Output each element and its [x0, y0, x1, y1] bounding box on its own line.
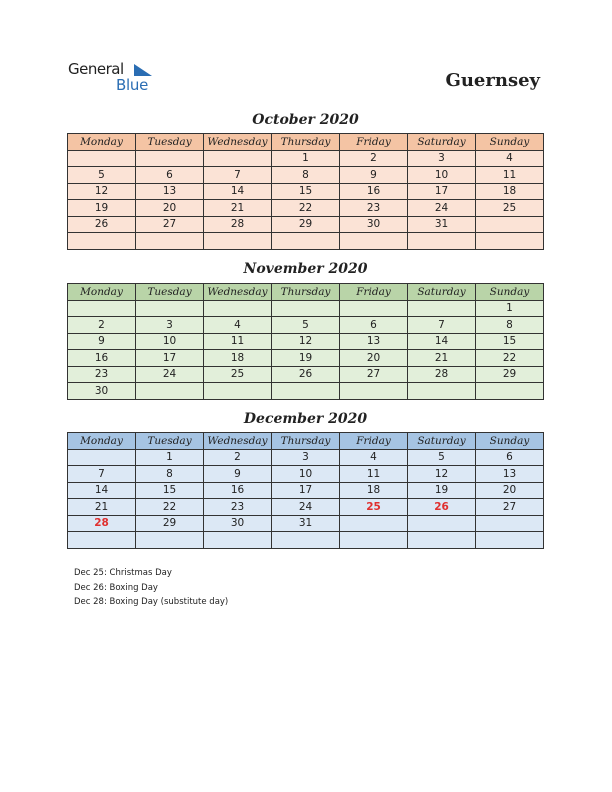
day-cell: 27 [476, 499, 544, 516]
day-cell: 3 [408, 150, 476, 167]
day-cell: 29 [476, 366, 544, 383]
day-cell: 14 [204, 183, 272, 200]
week-row [68, 167, 544, 184]
empty-day-cell [272, 233, 340, 250]
week-row [68, 383, 544, 400]
day-cell: 16 [204, 482, 272, 499]
weekday-header-thursday: Thursday [272, 433, 340, 450]
day-cell: 6 [476, 449, 544, 466]
day-cell: 12 [272, 333, 340, 350]
day-cell: 30 [204, 515, 272, 532]
day-cell: 25 [204, 366, 272, 383]
weekday-header-sunday: Sunday [476, 134, 544, 151]
day-cell: 6 [136, 167, 204, 184]
day-cell: 8 [136, 466, 204, 483]
day-cell: 31 [408, 216, 476, 233]
day-cell: 8 [476, 317, 544, 334]
day-cell: 29 [272, 216, 340, 233]
weekday-header-sunday: Sunday [476, 284, 544, 301]
weekday-header-saturday: Saturday [408, 134, 476, 151]
calendar-december [67, 432, 544, 549]
day-cell: 12 [408, 466, 476, 483]
day-cell: 1 [476, 300, 544, 317]
week-row [68, 466, 544, 483]
day-cell: 7 [408, 317, 476, 334]
empty-day-cell [136, 383, 204, 400]
day-cell: 11 [340, 466, 408, 483]
week-row [68, 200, 544, 217]
day-cell: 12 [68, 183, 136, 200]
day-cell: 30 [340, 216, 408, 233]
day-cell: 4 [204, 317, 272, 334]
week-row [68, 366, 544, 383]
day-cell: 31 [272, 515, 340, 532]
weekday-header-monday: Monday [68, 433, 136, 450]
day-cell: 9 [340, 167, 408, 184]
day-cell: 22 [272, 200, 340, 217]
day-cell: 6 [340, 317, 408, 334]
day-cell: 8 [272, 167, 340, 184]
week-row [68, 150, 544, 167]
day-cell: 13 [340, 333, 408, 350]
day-cell: 28 [408, 366, 476, 383]
weekday-header-sunday: Sunday [476, 433, 544, 450]
week-row [68, 499, 544, 516]
weekday-header-monday: Monday [68, 134, 136, 151]
month-title-october: October 2020 [252, 112, 359, 128]
week-row [68, 515, 544, 532]
logo-text-blue: Blue [116, 76, 148, 94]
holiday-day-cell: 26 [408, 499, 476, 516]
week-row [68, 233, 544, 250]
weekday-header-thursday: Thursday [272, 284, 340, 301]
holiday-note: Dec 25: Christmas Day [74, 568, 172, 578]
day-cell: 15 [272, 183, 340, 200]
weekday-header-row [68, 134, 544, 151]
day-cell: 10 [272, 466, 340, 483]
day-cell: 22 [136, 499, 204, 516]
day-cell: 10 [136, 333, 204, 350]
day-cell: 5 [408, 449, 476, 466]
calendar-november [67, 283, 544, 400]
weekday-header-thursday: Thursday [272, 134, 340, 151]
day-cell: 23 [204, 499, 272, 516]
week-row [68, 183, 544, 200]
day-cell: 19 [408, 482, 476, 499]
day-cell: 14 [68, 482, 136, 499]
weekday-header-wednesday: Wednesday [204, 433, 272, 450]
week-row [68, 317, 544, 334]
empty-day-cell [476, 515, 544, 532]
day-cell: 22 [476, 350, 544, 367]
empty-day-cell [204, 150, 272, 167]
day-cell: 26 [68, 216, 136, 233]
empty-day-cell [476, 383, 544, 400]
empty-day-cell [204, 300, 272, 317]
day-cell: 11 [204, 333, 272, 350]
week-row [68, 350, 544, 367]
holiday-note: Dec 28: Boxing Day (substitute day) [74, 597, 229, 607]
day-cell: 2 [340, 150, 408, 167]
empty-day-cell [204, 383, 272, 400]
day-cell: 13 [136, 183, 204, 200]
day-cell: 13 [476, 466, 544, 483]
day-cell: 1 [272, 150, 340, 167]
day-cell: 28 [204, 216, 272, 233]
calendar-october [67, 133, 544, 250]
weekday-header-row [68, 284, 544, 301]
weekday-header-saturday: Saturday [408, 433, 476, 450]
day-cell: 19 [68, 200, 136, 217]
holiday-day-cell: 25 [340, 499, 408, 516]
weekday-header-tuesday: Tuesday [136, 433, 204, 450]
weekday-header-friday: Friday [340, 134, 408, 151]
day-cell: 24 [272, 499, 340, 516]
day-cell: 4 [476, 150, 544, 167]
empty-day-cell [408, 383, 476, 400]
day-cell: 2 [204, 449, 272, 466]
weekday-header-wednesday: Wednesday [204, 284, 272, 301]
day-cell: 18 [476, 183, 544, 200]
day-cell: 15 [476, 333, 544, 350]
weekday-header-wednesday: Wednesday [204, 134, 272, 151]
empty-day-cell [136, 532, 204, 549]
empty-day-cell [68, 150, 136, 167]
empty-day-cell [340, 383, 408, 400]
empty-day-cell [272, 532, 340, 549]
empty-day-cell [408, 532, 476, 549]
empty-day-cell [340, 300, 408, 317]
empty-day-cell [136, 150, 204, 167]
day-cell: 9 [68, 333, 136, 350]
day-cell: 5 [272, 317, 340, 334]
logo-triangle-icon [134, 64, 152, 76]
day-cell: 15 [136, 482, 204, 499]
day-cell: 18 [204, 350, 272, 367]
empty-day-cell [476, 233, 544, 250]
month-title-december: December 2020 [243, 411, 368, 427]
empty-day-cell [408, 300, 476, 317]
day-cell: 27 [136, 216, 204, 233]
day-cell: 30 [68, 383, 136, 400]
weekday-header-saturday: Saturday [408, 284, 476, 301]
generalblue-logo [68, 60, 168, 96]
day-cell: 20 [136, 200, 204, 217]
week-row [68, 216, 544, 233]
logo-text-general: General [68, 60, 124, 78]
empty-day-cell [68, 532, 136, 549]
holiday-note: Dec 26: Boxing Day [74, 582, 158, 593]
day-cell: 5 [68, 167, 136, 184]
day-cell: 20 [340, 350, 408, 367]
week-row [68, 449, 544, 466]
empty-day-cell [408, 515, 476, 532]
day-cell: 21 [408, 350, 476, 367]
holiday-day-cell: 28 [68, 515, 136, 532]
empty-day-cell [340, 532, 408, 549]
empty-day-cell [204, 532, 272, 549]
day-cell: 16 [340, 183, 408, 200]
empty-day-cell [272, 383, 340, 400]
day-cell: 23 [340, 200, 408, 217]
empty-day-cell [68, 300, 136, 317]
month-title-november: November 2020 [243, 261, 368, 277]
weekday-header-tuesday: Tuesday [136, 284, 204, 301]
week-row [68, 482, 544, 499]
day-cell: 11 [476, 167, 544, 184]
day-cell: 24 [408, 200, 476, 217]
day-cell: 20 [476, 482, 544, 499]
day-cell: 7 [204, 167, 272, 184]
empty-day-cell [340, 515, 408, 532]
weekday-header-monday: Monday [68, 284, 136, 301]
empty-day-cell [68, 449, 136, 466]
day-cell: 17 [408, 183, 476, 200]
day-cell: 14 [408, 333, 476, 350]
holiday-notes [74, 566, 228, 610]
country-title: Guernsey [445, 70, 540, 91]
day-cell: 26 [272, 366, 340, 383]
day-cell: 19 [272, 350, 340, 367]
empty-day-cell [408, 233, 476, 250]
empty-day-cell [68, 233, 136, 250]
day-cell: 29 [136, 515, 204, 532]
day-cell: 17 [136, 350, 204, 367]
day-cell: 25 [476, 200, 544, 217]
weekday-header-tuesday: Tuesday [136, 134, 204, 151]
empty-day-cell [136, 233, 204, 250]
empty-day-cell [136, 300, 204, 317]
day-cell: 24 [136, 366, 204, 383]
day-cell: 21 [68, 499, 136, 516]
day-cell: 16 [68, 350, 136, 367]
empty-day-cell [476, 532, 544, 549]
day-cell: 3 [272, 449, 340, 466]
empty-day-cell [476, 216, 544, 233]
day-cell: 2 [68, 317, 136, 334]
day-cell: 27 [340, 366, 408, 383]
empty-day-cell [340, 233, 408, 250]
weekday-header-row [68, 433, 544, 450]
week-row [68, 333, 544, 350]
day-cell: 18 [340, 482, 408, 499]
weekday-header-friday: Friday [340, 433, 408, 450]
empty-day-cell [204, 233, 272, 250]
day-cell: 10 [408, 167, 476, 184]
day-cell: 21 [204, 200, 272, 217]
week-row [68, 532, 544, 549]
day-cell: 23 [68, 366, 136, 383]
day-cell: 17 [272, 482, 340, 499]
week-row [68, 300, 544, 317]
empty-day-cell [272, 300, 340, 317]
day-cell: 9 [204, 466, 272, 483]
day-cell: 3 [136, 317, 204, 334]
day-cell: 1 [136, 449, 204, 466]
weekday-header-friday: Friday [340, 284, 408, 301]
day-cell: 4 [340, 449, 408, 466]
day-cell: 7 [68, 466, 136, 483]
